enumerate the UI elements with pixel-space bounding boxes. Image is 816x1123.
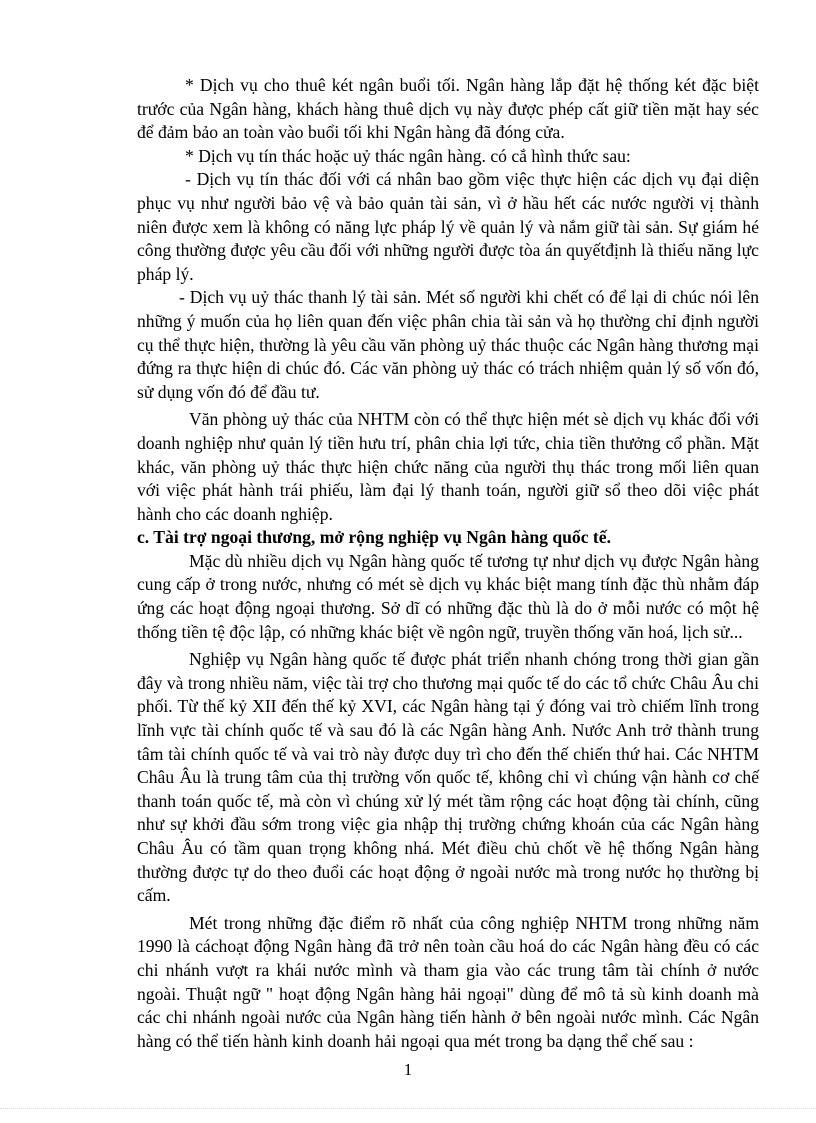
paragraph-personal-trust: - Dịch vụ tín thác đối với cá nhân bao gồm việc thực hiện các dịch vụ đại diện phục vụ như người bảo vệ và bảo quản tài sản, vì ở hầu hết các nước người vị thành niên được xem là không có năng lực pháp lý về quản lý và nắm giữ tài sản. Sự giám hé công thường được yêu cầu đối với những người được tòa án quyếtđịnh là thiếu năng lực pháp lý. <box>137 169 759 284</box>
page-number: 1 <box>403 1060 413 1079</box>
page-bottom-divider <box>0 1108 816 1109</box>
paragraph-international-history: Nghiệp vụ Ngân hàng quốc tế được phát triển nhanh chóng trong thời gian gần đây và trong nhiều năm, việc tài trợ cho thương mại quốc tế do các tổ chức Châu Âu chi phối. Từ thế kỷ XII đến thế kỷ XVI, các Ngân hàng tại ý đóng vai trò chiếm lĩnh trong lĩnh vực tài chính quốc tế và sau đó là các Ngân hàng Anh. Nước Anh trở thành trung tâm tài chính quốc tế và vai trò này được duy trì cho đến thế chiến thứ hai. Các NHTM Châu Âu là trung tâm của thị trường vốn quốc tế, không chỉ vì chúng vận hành cơ chế thanh toán quốc tế, mà còn vì chúng xử lý mét tầm rộng các hoạt động tài chính, cũng như sự khởi đầu sớm trong việc gia nhập thị trường chứng khoán của các Ngân hàng Châu Âu có tầm quan trọng không nhá. Mét điều chủ chốt về hệ thống Ngân hàng thường được tự do theo đuổi các hoạt động ở ngoài nước mà trong nước họ thường bị cấm. <box>137 649 759 906</box>
section-heading: c. Tài trợ ngoại thương, mở rộng nghiệp vụ Ngân hàng quốc tế. <box>137 527 611 548</box>
paragraph-trust-office: Văn phòng uỷ thác của NHTM còn có thể thực hiện mét sè dịch vụ khác đối với doanh nghiệp như quản lý tiền hưu trí, phân chia lợi tức, chia tiền thưởng cổ phần. Mặt khác, văn phòng uỷ thác thực hiện chức năng của người thụ thác trong mối liên quan với việc phát hành trái phiếu, làm đại lý thanh toán, người giữ sổ theo dõi việc phát hành cho các doanh nghiệp. <box>137 409 759 524</box>
document-page <box>137 74 759 1053</box>
paragraph-globalization: Mét trong những đặc điểm rõ nhất của công nghiệp NHTM trong những năm 1990 là cáchoạt động Ngân hàng đã trở nên toàn cầu hoá do các Ngân hàng đều có các chi nhánh vượt ra khái nước mình và tham gia vào các trung tâm tài chính ở nước ngoài. Thuật ngữ " hoạt động Ngân hàng hải ngoại" dùng để mô tả sù kinh doanh mà các chi nhánh ngoài nước của Ngân hàng tiến hành ở bên ngoài nước mình. Các Ngân hàng có thể tiến hành kinh doanh hải ngoại qua mét trong ba dạng thể chế sau : <box>137 912 759 1051</box>
paragraph-trust-service-intro: * Dịch vụ tín thác hoặc uỷ thác ngân hàng. có cắ hình thức sau: <box>185 145 631 166</box>
paragraph-night-safe-service: * Dịch vụ cho thuê két ngân buổi tối. Ngân hàng lắp đặt hệ thống két đặc biệt trước của Ngân hàng, khách hàng thuê dịch vụ này được phép cất giữ tiền mặt hay séc để đảm bảo an toàn vào buổi tối khi Ngân hàng đã đóng cửa. <box>137 75 759 143</box>
paragraph-international-services: Mặc dù nhiều dịch vụ Ngân hàng quốc tế tương tự như dịch vụ được Ngân hàng cung cấp ở trong nước, nhưng có mét sè dịch vụ khác biệt mang tính đặc thù nhằm đáp ứng các hoạt động ngoại thương. Sở dĩ có những đặc thù là do ở mỗi nước có một hệ thống tiền tệ độc lập, có những khác biệt về ngôn ngữ, truyền thống văn hoá, lịch sử... <box>137 550 759 642</box>
paragraph-estate-trust: - Dịch vụ uỷ thác thanh lý tài sản. Mét số người khi chết có để lại di chúc nói lên những ý muốn của họ liên quan đến việc phân chia tài sản và họ thường chỉ định người cụ thể thực hiện, thường là yêu cầu văn phòng uỷ thác thuộc các Ngân hàng thương mại đứng ra thực hiện di chúc đó. Các văn phòng uỷ thác có trách nhiệm quản lý số vốn đó, sử dụng vốn đó để đầu tư. <box>137 287 759 402</box>
